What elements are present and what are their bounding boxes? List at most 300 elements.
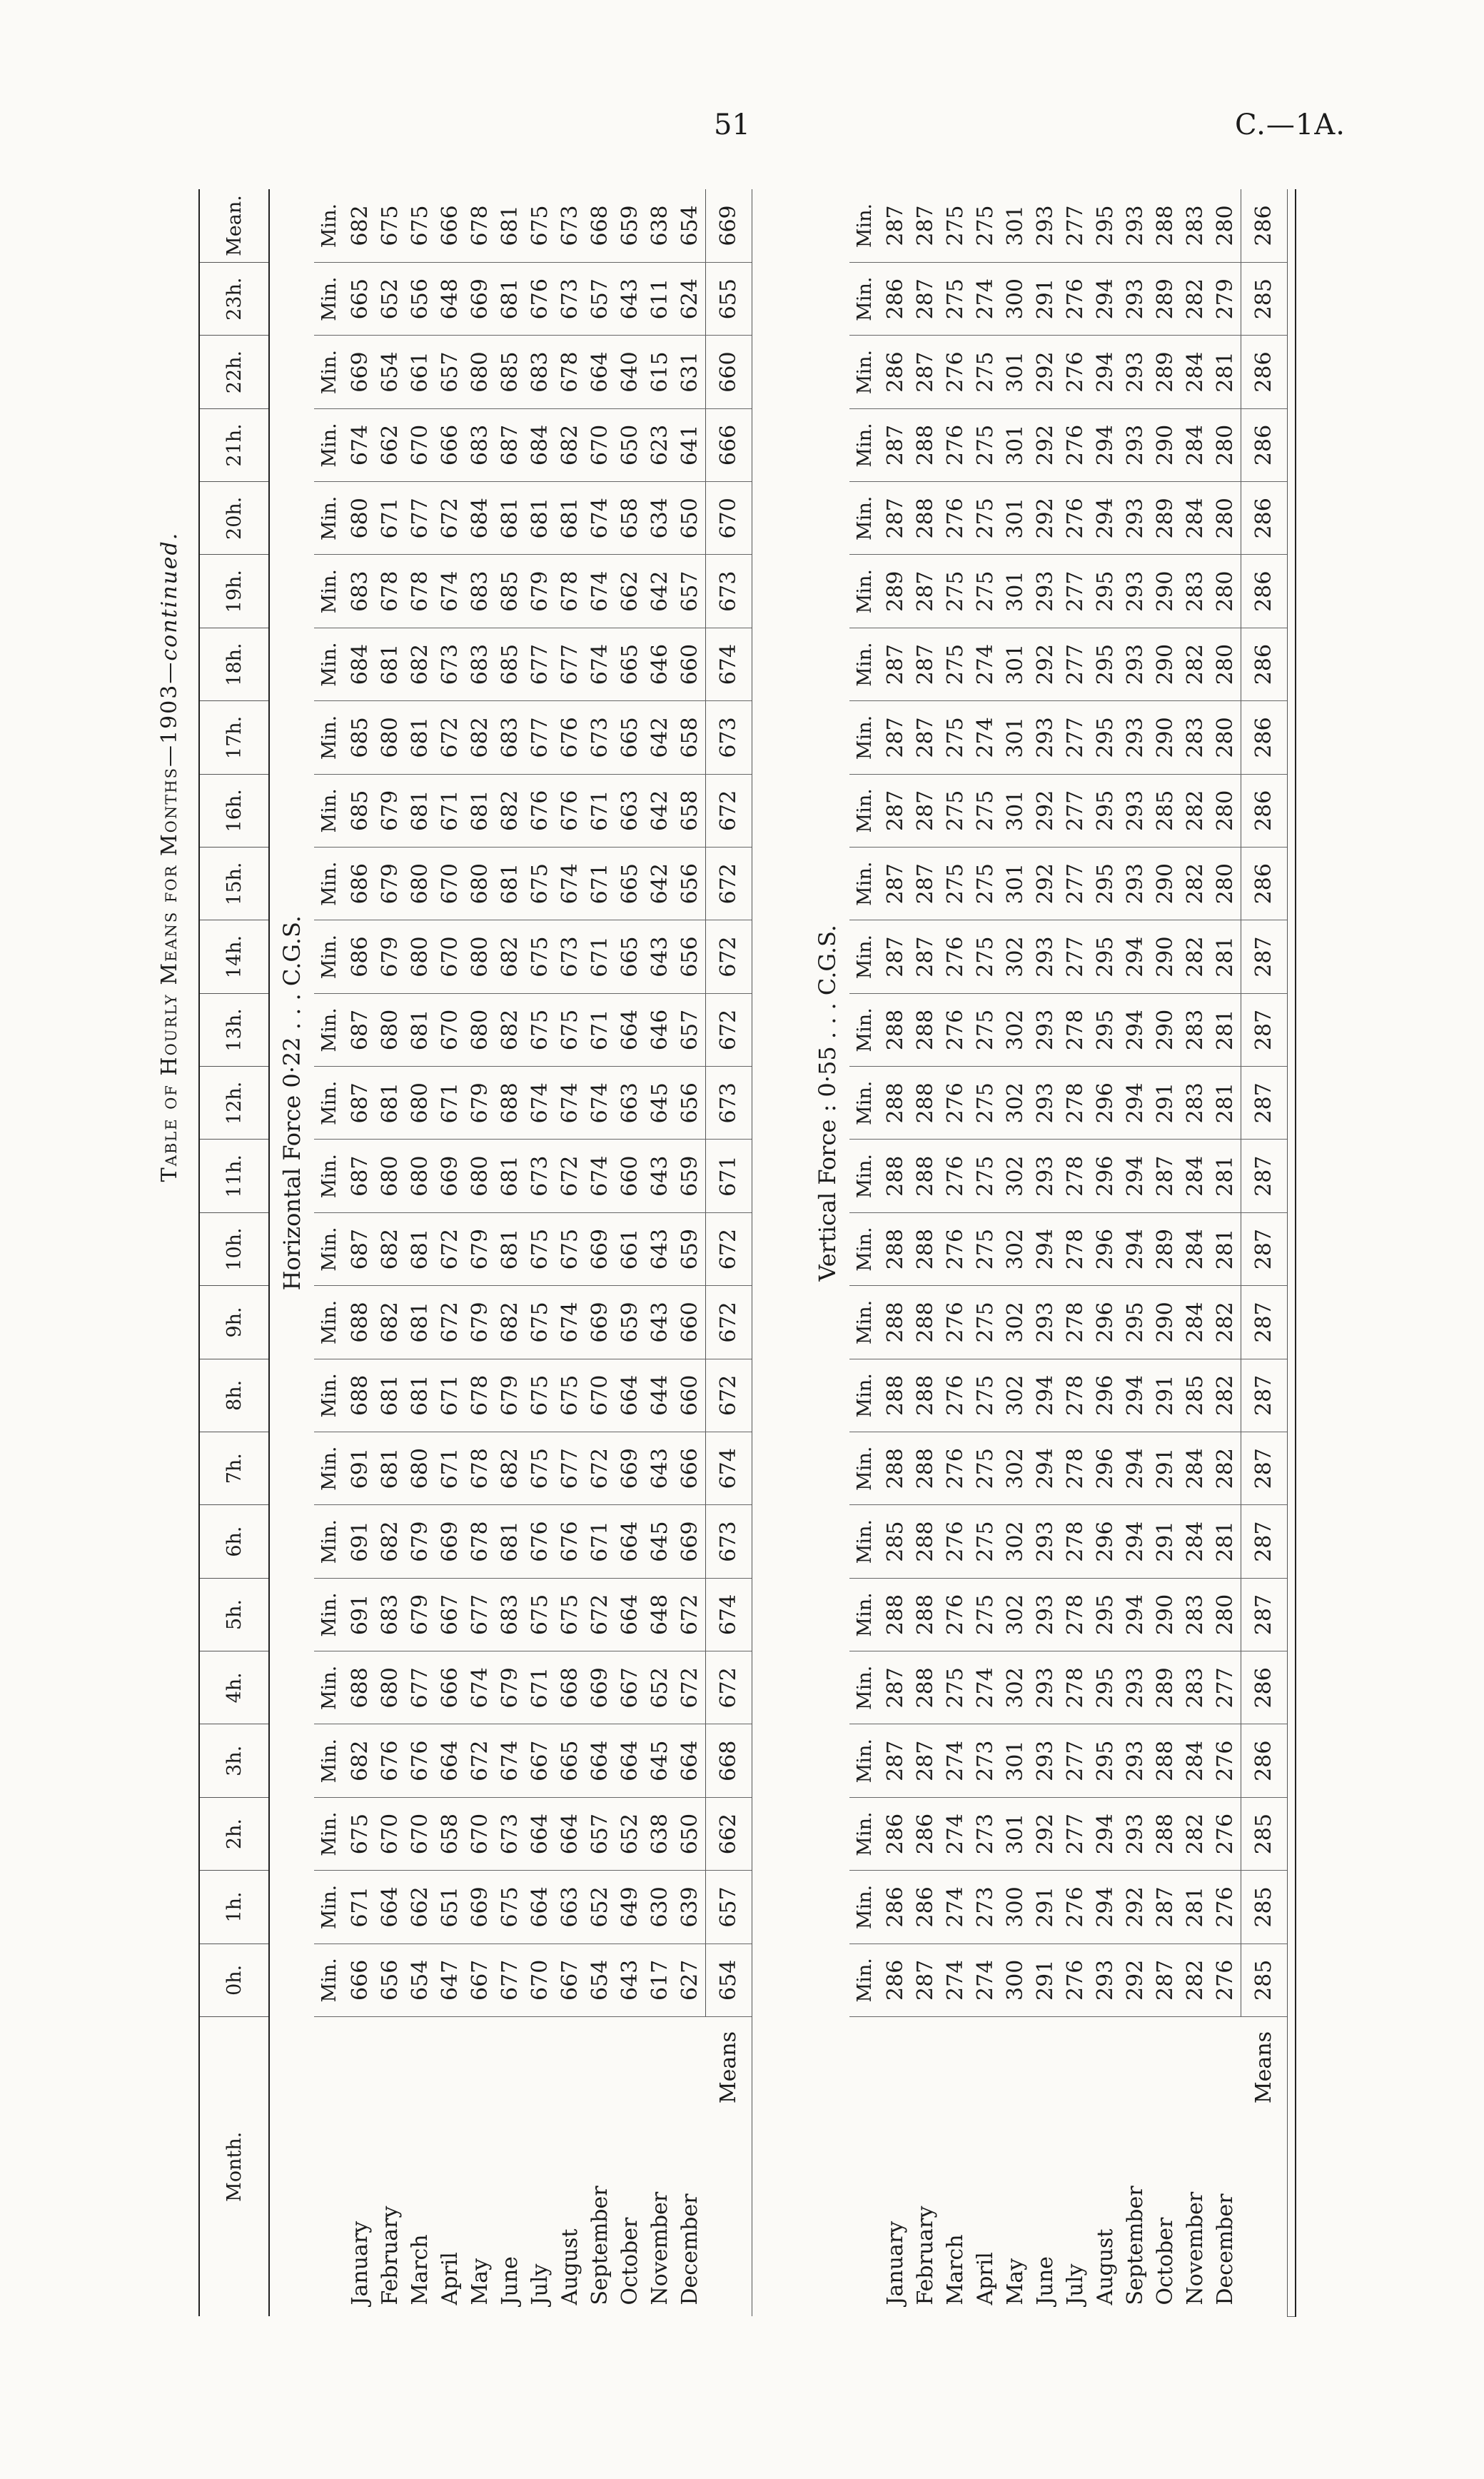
value-cell: 656 [675, 1067, 706, 1140]
value-cell: 288 [911, 1651, 941, 1724]
value-cell: 296 [1091, 1286, 1121, 1359]
caption-continued: continued. [157, 531, 182, 661]
value-cell: 275 [971, 1140, 1001, 1212]
value-cell: 290 [1151, 555, 1181, 628]
month-label: October [1153, 2217, 1178, 2305]
value-cell: 300 [1001, 1944, 1031, 2016]
value-cell: 301 [1001, 701, 1031, 774]
value-cell: 687 [495, 408, 525, 481]
value-cell: 686 [345, 920, 375, 993]
value-cell: 275 [971, 482, 1001, 555]
value-cell: 682 [375, 1505, 405, 1578]
table-row [911, 189, 941, 2317]
value-cell: 277 [1061, 189, 1091, 263]
month-label: January [348, 2221, 373, 2305]
value-cell: 672 [435, 1286, 465, 1359]
value-cell: 668 [555, 1651, 585, 1724]
value-cell: 294 [1091, 336, 1121, 408]
value-cell: 671 [435, 1432, 465, 1505]
value-cell: 678 [405, 555, 435, 628]
value-cell: 672 [675, 1651, 706, 1724]
value-cell: 677 [555, 1432, 585, 1505]
value-cell: 662 [405, 1871, 435, 1944]
value-cell: 679 [375, 848, 405, 920]
value-cell: 643 [645, 1286, 675, 1359]
value-cell: 680 [405, 1140, 435, 1212]
unit-label: Min. [314, 1212, 345, 1285]
value-cell: 287 [911, 189, 941, 263]
value-cell: 295 [1091, 628, 1121, 700]
mean-cell: 287 [1241, 1286, 1288, 1359]
value-cell: 290 [1151, 993, 1181, 1066]
value-cell: 276 [941, 1140, 971, 1212]
table-row [465, 189, 495, 2317]
value-cell: 288 [911, 1067, 941, 1140]
value-cell: 286 [881, 263, 911, 336]
value-cell: 275 [971, 774, 1001, 847]
value-cell: 284 [1181, 408, 1211, 481]
value-cell: 649 [615, 1871, 645, 1944]
value-cell: 666 [435, 1651, 465, 1724]
value-cell: 677 [555, 628, 585, 700]
value-cell: 287 [881, 920, 911, 993]
value-cell: 274 [941, 1797, 971, 1870]
value-cell: 683 [465, 628, 495, 700]
value-cell: 685 [495, 555, 525, 628]
value-cell: 686 [345, 848, 375, 920]
value-cell: 276 [941, 1505, 971, 1578]
value-cell: 670 [405, 408, 435, 481]
value-cell: 643 [645, 920, 675, 993]
value-cell: 680 [375, 993, 405, 1066]
value-cell: 676 [555, 774, 585, 847]
value-cell: 685 [495, 628, 525, 700]
value-cell: 292 [1031, 482, 1061, 555]
unit-label: Min. [849, 555, 881, 628]
value-cell: 280 [1211, 848, 1241, 920]
value-cell: 664 [585, 1724, 615, 1797]
value-cell: 678 [555, 336, 585, 408]
value-cell: 285 [1151, 774, 1181, 847]
value-cell: 302 [1001, 1432, 1031, 1505]
month-label: June [498, 2256, 523, 2305]
value-cell: 664 [555, 1797, 585, 1870]
value-cell: 282 [1181, 263, 1211, 336]
value-cell: 277 [1061, 774, 1091, 847]
value-cell: 293 [1031, 189, 1061, 263]
value-cell: 674 [585, 482, 615, 555]
value-cell: 673 [525, 1140, 555, 1212]
value-cell: 611 [645, 263, 675, 336]
value-cell: 682 [495, 1286, 525, 1359]
value-cell: 293 [1031, 1067, 1061, 1140]
value-cell: 276 [941, 993, 971, 1066]
value-cell: 273 [971, 1871, 1001, 1944]
value-cell: 275 [971, 920, 1001, 993]
value-cell: 652 [585, 1871, 615, 1944]
value-cell: 293 [1031, 1578, 1061, 1651]
mean-cell: 672 [706, 1286, 752, 1359]
value-cell: 654 [375, 336, 405, 408]
table-row [375, 189, 405, 2317]
value-cell: 670 [585, 408, 615, 481]
value-cell: 282 [1181, 774, 1211, 847]
value-cell: 293 [1121, 189, 1151, 263]
value-cell: 293 [1031, 1140, 1061, 1212]
value-cell: 656 [405, 263, 435, 336]
value-cell: 294 [1121, 1432, 1151, 1505]
value-cell: 664 [615, 1724, 645, 1797]
value-cell: 657 [585, 1797, 615, 1870]
value-cell: 664 [525, 1871, 555, 1944]
mean-cell: 285 [1241, 1871, 1288, 1944]
value-cell: 646 [645, 628, 675, 700]
value-cell: 296 [1091, 1212, 1121, 1285]
value-cell: 683 [465, 555, 495, 628]
value-cell: 283 [1181, 1067, 1211, 1140]
unit-label: Min. [849, 774, 881, 847]
hour-column-header: 14h. [199, 920, 269, 993]
value-cell: 661 [615, 1212, 645, 1285]
value-cell: 300 [1001, 1871, 1031, 1944]
value-cell: 675 [525, 1578, 555, 1651]
value-cell: 648 [435, 263, 465, 336]
value-cell: 681 [375, 1359, 405, 1432]
value-cell: 275 [971, 1505, 1001, 1578]
value-cell: 288 [1151, 1724, 1181, 1797]
value-cell: 287 [1151, 1871, 1181, 1944]
mean-cell: 287 [1241, 920, 1288, 993]
value-cell: 294 [1091, 1797, 1121, 1870]
mean-cell: 286 [1241, 408, 1288, 481]
value-cell: 290 [1151, 408, 1181, 481]
value-cell: 691 [345, 1432, 375, 1505]
hour-column-header: 11h. [199, 1140, 269, 1212]
unit-spacer [314, 2017, 345, 2317]
hour-column-header: 10h. [199, 1212, 269, 1285]
value-cell: 280 [1211, 628, 1241, 700]
value-cell: 643 [615, 263, 645, 336]
value-cell: 294 [1091, 408, 1121, 481]
value-cell: 288 [881, 1212, 911, 1285]
mean-cell: 673 [706, 1505, 752, 1578]
value-cell: 302 [1001, 920, 1031, 993]
unit-label: Min. [314, 1651, 345, 1724]
value-cell: 287 [911, 628, 941, 700]
value-cell: 667 [465, 1944, 495, 2016]
value-cell: 302 [1001, 1359, 1031, 1432]
value-cell: 293 [1031, 555, 1061, 628]
value-cell: 679 [465, 1067, 495, 1140]
value-cell: 289 [1151, 263, 1181, 336]
value-cell: 678 [465, 1432, 495, 1505]
value-cell: 278 [1061, 993, 1091, 1066]
value-cell: 659 [675, 1212, 706, 1285]
mean-cell: 285 [1241, 1944, 1288, 2016]
unit-label: Min. [314, 774, 345, 847]
value-cell: 667 [615, 1651, 645, 1724]
value-cell: 283 [1181, 555, 1211, 628]
value-cell: 675 [525, 993, 555, 1066]
value-cell: 675 [525, 1286, 555, 1359]
table-row [345, 189, 375, 2317]
value-cell: 650 [675, 1797, 706, 1870]
unit-label: Min. [314, 1724, 345, 1797]
value-cell: 274 [941, 1724, 971, 1797]
hour-column-header: 1h. [199, 1871, 269, 1944]
value-cell: 276 [941, 1212, 971, 1285]
value-cell: 287 [881, 628, 911, 700]
value-cell: 677 [465, 1578, 495, 1651]
value-cell: 672 [675, 1578, 706, 1651]
value-cell: 281 [1211, 336, 1241, 408]
value-cell: 282 [1211, 1286, 1241, 1359]
vertical-force-title: Vertical Force : 0·55 . . . C.G.S. [814, 925, 841, 1282]
value-cell: 287 [911, 774, 941, 847]
value-cell: 659 [615, 1286, 645, 1359]
value-cell: 302 [1001, 1286, 1031, 1359]
value-cell: 634 [645, 482, 675, 555]
value-cell: 276 [1061, 1944, 1091, 2016]
value-cell: 283 [1181, 1578, 1211, 1651]
value-cell: 673 [585, 701, 615, 774]
table-row [435, 189, 465, 2317]
unit-label: Min. [849, 1359, 881, 1432]
value-cell: 657 [675, 555, 706, 628]
value-cell: 276 [941, 920, 971, 993]
value-cell: 681 [405, 774, 435, 847]
value-cell: 284 [1181, 1140, 1211, 1212]
mean-cell: 674 [706, 1432, 752, 1505]
value-cell: 293 [1031, 920, 1061, 993]
value-cell: 687 [345, 1067, 375, 1140]
value-cell: 275 [971, 1432, 1001, 1505]
value-cell: 291 [1151, 1067, 1181, 1140]
value-cell: 287 [881, 408, 911, 481]
value-cell: 675 [495, 1871, 525, 1944]
table-row [971, 189, 1001, 2317]
value-cell: 288 [911, 408, 941, 481]
value-cell: 301 [1001, 1797, 1031, 1870]
value-cell: 281 [1211, 1140, 1241, 1212]
hour-column-header: 23h. [199, 263, 269, 336]
value-cell: 295 [1091, 848, 1121, 920]
value-cell: 277 [1061, 555, 1091, 628]
unit-label: Min. [849, 628, 881, 700]
value-cell: 288 [911, 1286, 941, 1359]
value-cell: 677 [495, 1944, 525, 2016]
value-cell: 287 [881, 189, 911, 263]
value-cell: 291 [1151, 1432, 1181, 1505]
value-cell: 293 [1121, 1724, 1151, 1797]
value-cell: 681 [375, 628, 405, 700]
value-cell: 681 [375, 1067, 405, 1140]
mean-cell: 673 [706, 701, 752, 774]
value-cell: 688 [345, 1651, 375, 1724]
month-label: July [528, 2263, 552, 2305]
value-cell: 276 [1061, 482, 1091, 555]
value-cell: 670 [375, 1797, 405, 1870]
value-cell: 681 [495, 1505, 525, 1578]
value-cell: 677 [405, 1651, 435, 1724]
value-cell: 275 [971, 1286, 1001, 1359]
value-cell: 286 [881, 1871, 911, 1944]
value-cell: 293 [1031, 701, 1061, 774]
value-cell: 669 [465, 263, 495, 336]
unit-label: Min. [314, 1140, 345, 1212]
value-cell: 667 [435, 1578, 465, 1651]
value-cell: 287 [911, 848, 941, 920]
value-cell: 680 [375, 701, 405, 774]
horizontal-section-title-row [269, 189, 314, 2317]
unit-label: Min. [314, 1797, 345, 1870]
value-cell: 685 [495, 336, 525, 408]
value-cell: 280 [1211, 189, 1241, 263]
value-cell: 284 [1181, 1505, 1211, 1578]
hour-header-row [199, 189, 269, 2317]
value-cell: 294 [1121, 1505, 1151, 1578]
month-label: May [468, 2258, 493, 2305]
table-row [881, 189, 911, 2317]
value-cell: 288 [911, 1140, 941, 1212]
value-cell: 288 [1151, 189, 1181, 263]
value-cell: 279 [1211, 263, 1241, 336]
mean-cell: 672 [706, 1359, 752, 1432]
value-cell: 657 [435, 336, 465, 408]
hour-column-header: 21h. [199, 408, 269, 481]
value-cell: 687 [345, 993, 375, 1066]
unit-label: Min. [849, 1067, 881, 1140]
value-cell: 656 [675, 848, 706, 920]
mean-cell: 286 [1241, 848, 1288, 920]
value-cell: 627 [675, 1944, 706, 2016]
value-cell: 671 [585, 920, 615, 993]
value-cell: 675 [525, 1212, 555, 1285]
value-cell: 680 [405, 1432, 435, 1505]
value-cell: 668 [585, 189, 615, 263]
value-cell: 277 [1061, 1797, 1091, 1870]
rotated-table-container [198, 189, 1312, 2317]
value-cell: 643 [645, 1212, 675, 1285]
value-cell: 669 [345, 336, 375, 408]
value-cell: 287 [911, 555, 941, 628]
value-cell: 273 [971, 1797, 1001, 1870]
value-cell: 291 [1151, 1505, 1181, 1578]
value-cell: 293 [1121, 555, 1151, 628]
value-cell: 652 [375, 263, 405, 336]
value-cell: 274 [941, 1871, 971, 1944]
value-cell: 295 [1121, 1286, 1151, 1359]
value-cell: 663 [555, 1871, 585, 1944]
value-cell: 302 [1001, 1651, 1031, 1724]
table-row [495, 189, 525, 2317]
month-label: September [1123, 2186, 1148, 2305]
mean-cell: 287 [1241, 1505, 1288, 1578]
value-cell: 294 [1091, 482, 1121, 555]
value-cell: 674 [555, 1286, 585, 1359]
value-cell: 667 [555, 1944, 585, 2016]
value-cell: 658 [675, 701, 706, 774]
value-cell: 676 [375, 1724, 405, 1797]
value-cell: 669 [435, 1140, 465, 1212]
value-cell: 288 [911, 482, 941, 555]
value-cell: 676 [525, 774, 555, 847]
value-cell: 275 [971, 408, 1001, 481]
hour-column-header: 16h. [199, 774, 269, 847]
mean-cell: 672 [706, 920, 752, 993]
value-cell: 280 [1211, 701, 1241, 774]
value-cell: 294 [1121, 1067, 1151, 1140]
value-cell: 295 [1091, 920, 1121, 993]
value-cell: 276 [1061, 408, 1091, 481]
value-cell: 292 [1031, 848, 1061, 920]
value-cell: 675 [345, 1797, 375, 1870]
value-cell: 669 [675, 1505, 706, 1578]
value-cell: 294 [1121, 993, 1151, 1066]
hour-column-header: 12h. [199, 1067, 269, 1140]
hour-column-header: 9h. [199, 1286, 269, 1359]
value-cell: 283 [1181, 701, 1211, 774]
month-label: April [973, 2252, 998, 2305]
unit-label: Min. [849, 408, 881, 481]
value-cell: 666 [675, 1432, 706, 1505]
value-cell: 302 [1001, 1578, 1031, 1651]
value-cell: 302 [1001, 1067, 1031, 1140]
unit-label: Min. [314, 1578, 345, 1651]
value-cell: 293 [1121, 336, 1151, 408]
value-cell: 656 [375, 1944, 405, 2016]
value-cell: 642 [645, 848, 675, 920]
value-cell: 277 [1211, 1651, 1241, 1724]
value-cell: 288 [881, 993, 911, 1066]
value-cell: 682 [375, 1286, 405, 1359]
value-cell: 290 [1151, 1286, 1181, 1359]
value-cell: 679 [465, 1212, 495, 1285]
value-cell: 294 [1121, 1578, 1151, 1651]
hour-column-header: 2h. [199, 1797, 269, 1870]
value-cell: 273 [971, 1724, 1001, 1797]
value-cell: 673 [495, 1797, 525, 1870]
value-cell: 681 [495, 482, 525, 555]
value-cell: 275 [941, 628, 971, 700]
end-rule-cell [1288, 189, 1296, 2317]
value-cell: 670 [435, 920, 465, 993]
month-label: February [913, 2206, 938, 2305]
value-cell: 671 [435, 1067, 465, 1140]
unit-label: Min. [849, 1651, 881, 1724]
value-cell: 287 [881, 1651, 911, 1724]
value-cell: 679 [525, 555, 555, 628]
value-cell: 682 [345, 189, 375, 263]
value-cell: 667 [525, 1724, 555, 1797]
value-cell: 641 [675, 408, 706, 481]
value-cell: 664 [585, 336, 615, 408]
table-row [1181, 189, 1211, 2317]
value-cell: 277 [1061, 701, 1091, 774]
mean-cell: 660 [706, 336, 752, 408]
value-cell: 287 [911, 701, 941, 774]
value-cell: 286 [881, 1797, 911, 1870]
value-cell: 685 [345, 701, 375, 774]
value-cell: 301 [1001, 482, 1031, 555]
unit-label: Min. [314, 1286, 345, 1359]
value-cell: 682 [555, 408, 585, 481]
mean-cell: 287 [1241, 993, 1288, 1066]
value-cell: 680 [405, 848, 435, 920]
value-cell: 662 [375, 408, 405, 481]
value-cell: 683 [495, 701, 525, 774]
value-cell: 275 [971, 1578, 1001, 1651]
